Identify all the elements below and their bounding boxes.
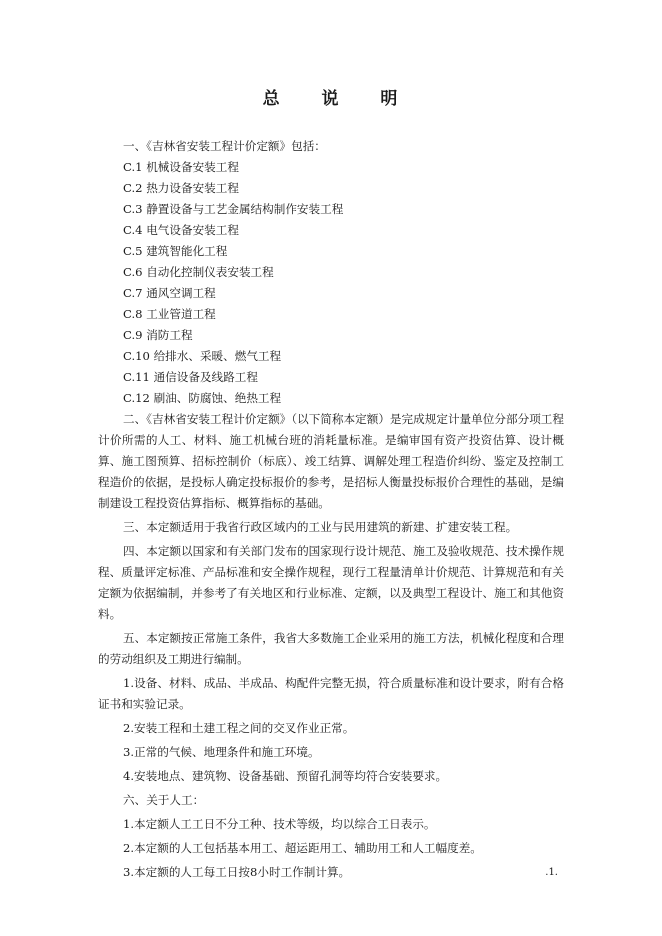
section-6-heading: 六、关于人工： [123,793,205,807]
condition-item: 4.安装地点、建筑物、设备基础、预留孔洞等均符合安装要求。 [123,769,448,783]
volume-item: C.7 通风空调工程 [123,286,216,300]
condition-item: 2.安装工程和土建工程之间的交叉作业正常。 [123,721,355,735]
volume-item: C.4 电气设备安装工程 [123,223,239,237]
page-number: .1. [545,867,558,878]
labor-item: 1.本定额人工工日不分工种、技术等级，均以综合工日表示。 [123,817,436,831]
document-body [98,136,564,883]
condition-item: 3.正常的气候、地理条件和施工环境。 [123,745,320,759]
section-2-paragraph: 二、《吉林省安装工程计价定额》（以下简称本定额）是完成规定计量单位分部分项工程计价所需的人工、材料、施工机械台班的消耗量标准。是编审国有资产投资估算、设计概算、施工图预算、招标控制价（标底）、竣工结算、调解处理工程造价纠纷、鉴定及控制工程造价的依据，是投标人确定投标报价的参考，是招标人衡量投标报价合理性的基础，是编制建设工程投资估算指标、概算指标的基础。 [98,412,564,510]
volume-item: C.10 给排水、采暖、燃气工程 [123,349,282,363]
section-5-paragraph: 五、本定额按正常施工条件，我省大多数施工企业采用的施工方法，机械化程度和合理的劳动组织及工期进行编制。 [98,631,564,666]
volume-item: C.3 静置设备与工艺金属结构制作安装工程 [123,202,344,216]
volume-item: C.5 建筑智能化工程 [123,244,228,258]
page-title: 总 说 明 [262,89,416,109]
condition-item: 1.设备、材料、成品、半成品、构配件完整无损，符合质量标准和设计要求，附有合格证书和实验记录。 [98,676,564,711]
section-4-paragraph: 四、本定额以国家和有关部门发布的国家现行设计规范、施工及验收规范、技术操作规程、质量评定标准、产品标准和安全操作规程，现行工程量清单计价规范、计算规范和有关定额为依据编制，并参考了有关地区和行业标准、定额，以及典型工程设计、施工和其他资料。 [98,544,564,621]
volume-item: C.11 通信设备及线路工程 [123,370,258,384]
volume-item: C.6 自动化控制仪表安装工程 [123,265,274,279]
section-3-paragraph: 三、本定额适用于我省行政区域内的工业与民用建筑的新建、扩建安装工程。 [123,520,518,534]
volume-item: C.1 机械设备安装工程 [123,160,239,174]
volume-item: C.12 刷油、防腐蚀、绝热工程 [123,391,282,405]
volume-item: C.8 工业管道工程 [123,307,216,321]
labor-item: 2.本定额的人工包括基本用工、超运距用工、辅助用工和人工幅度差。 [123,841,482,855]
volume-item: C.2 热力设备安装工程 [123,181,239,195]
volume-item: C.9 消防工程 [123,328,193,342]
section-1-intro: 一、《吉林省安装工程计价定额》包括： [123,139,326,153]
labor-item: 3.本定额的人工每工日按8小时工作制计算。 [123,865,351,879]
